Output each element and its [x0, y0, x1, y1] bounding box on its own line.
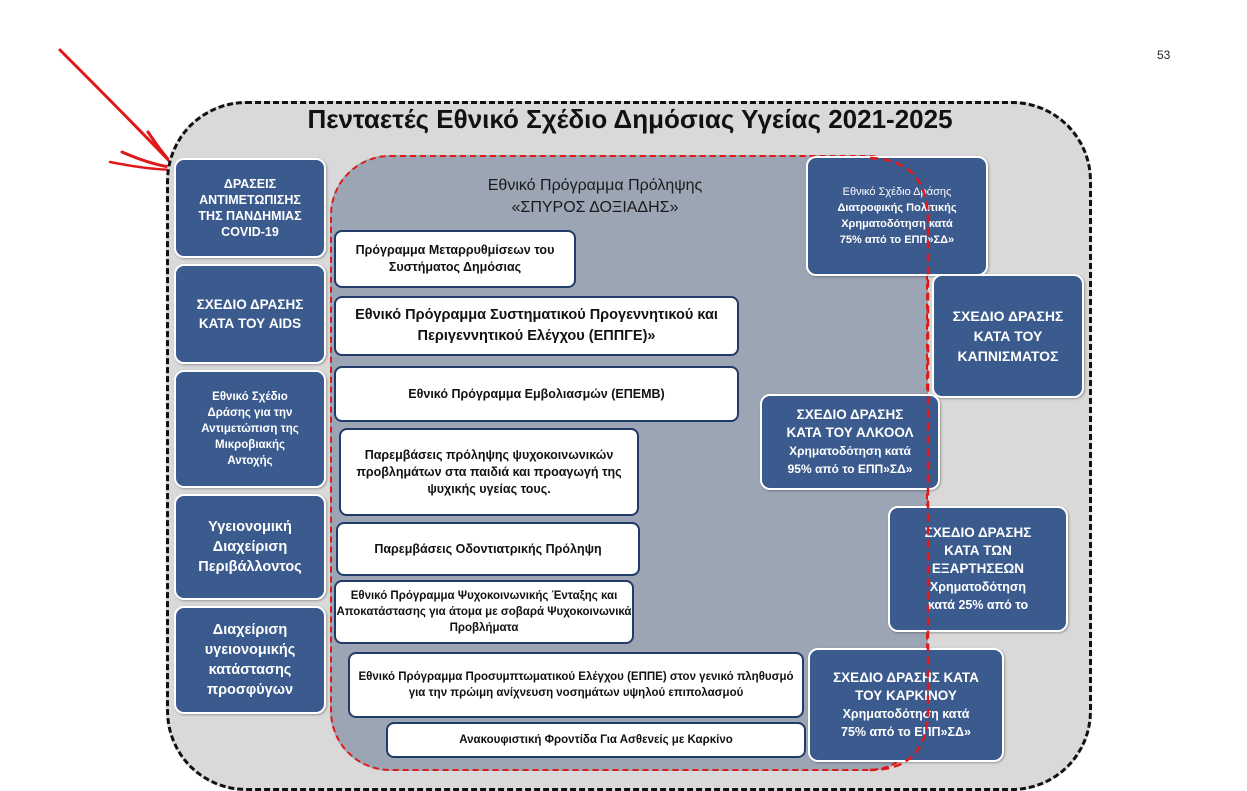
box-text-line: Χρηματοδότηση — [929, 580, 1027, 594]
page-number: 53 — [1157, 48, 1171, 62]
box-text-line: Μικροβιακής — [214, 439, 286, 451]
box-text-line: υγειονομικής — [204, 642, 296, 658]
box-text-line: ΚΑΤΑ ΤΩΝ — [944, 543, 1012, 558]
box-text-line: Ανακουφιστική Φροντίδα Για Ασθενείς με Καρκίνο — [459, 734, 733, 746]
box-text-line: Περιβάλλοντος — [198, 559, 302, 575]
box-text-line: Εθνικό Πρόγραμμα Ψυχοκοινωνικής — [350, 590, 549, 602]
box-text-line: Αντοχής — [227, 455, 273, 467]
box-text-line: παιδιά και προαγωγή της ψυχικής υγείας — [427, 464, 622, 496]
box-text-line: ΣΧΕΔΙΟ ΔΡΑΣΗΣ — [924, 525, 1032, 540]
box-text-line: Χρηματοδότηση κατά — [842, 707, 970, 721]
box-text-line: ΑΝΤΙΜΕΤΩΠΙΣΗΣ — [199, 193, 301, 207]
box-text-line: Δράσης για την — [207, 407, 293, 419]
box-text-line: Εθνικό Σχέδιο — [212, 391, 288, 403]
box-text-line: ΣΧΕΔΙΟ ΔΡΑΣΗΣ — [796, 407, 904, 422]
box-text-line: Διαχείριση — [212, 539, 288, 555]
box-text-line: 75% από το ΕΠΠ»ΣΔ» — [841, 725, 971, 739]
box-text-line: πληθυσμό για την πρώιμη ανίχνευση νοσημάτων υψηλού — [408, 671, 794, 699]
box-text-line: COVID-19 — [221, 225, 279, 239]
box-text-line: Αντιμετώπιση της — [201, 423, 299, 435]
box-text-line: Ένταξης και Αποκατάστασης για άτομα με — [336, 590, 618, 618]
box-text-line: ΚΑΤΑ ΤΟΥ — [973, 328, 1043, 344]
box-text-line: ΤΟΥ ΚΑΡΚΙΝΟΥ — [855, 688, 957, 703]
program-title-line: «ΣΠΥΡΟΣ ΔΟΞΙΑΔΗΣ» — [511, 199, 679, 216]
box-text-line: και Περιγεννητικού Ελέγχου (ΕΠΠΓΕ)» — [417, 307, 718, 344]
box-text-line: του Συστήματος Δημόσιας — [388, 243, 555, 274]
box-text-line: Χρηματοδότηση κατά — [841, 218, 953, 230]
box-text-line: ΣΧΕΔΙΟ ΔΡΑΣΗΣ ΚΑΤΑ — [833, 670, 979, 685]
program-title-line: Εθνικό Πρόγραμμα Πρόληψης — [487, 177, 703, 194]
diagram-title: Πενταετές Εθνικό Σχέδιο Δημόσιας Υγείας 2021-2025 — [307, 104, 953, 134]
box-text-line: ΣΧΕΔΙΟ ΔΡΑΣΗΣ — [952, 308, 1064, 324]
box-text-line: επιπολασμού — [668, 687, 744, 699]
box-text-line: Χρηματοδότηση κατά — [789, 444, 911, 458]
box-text-line: ΕΞΑΡΤΗΣΕΩΝ — [931, 561, 1025, 576]
box-text-line: ΤΗΣ ΠΑΝΔΗΜΙΑΣ — [198, 209, 302, 223]
box-text-line: 95% από το ΕΠΠ»ΣΔ» — [787, 462, 913, 476]
box-text-line: ΣΧΕΔΙΟ ΔΡΑΣΗΣ — [196, 297, 304, 312]
box-text-line: κατάστασης — [208, 662, 292, 678]
box-text-line: Εθνικό Πρόγραμμα Προσυμπτωματικού Ελέγχου (ΕΠΠΕ) στον γενικό — [358, 671, 734, 683]
box-text-line: 75% από το ΕΠΠ»ΣΔ» — [839, 234, 955, 246]
box-text-line: Εθνικό Πρόγραμμα Συστηματικού Προγεννητικού — [355, 307, 694, 323]
box-text-line: ΔΡΑΣΕΙΣ — [223, 177, 277, 191]
box-text-line: σοβαρά Ψυχοκοινωνικά Προβλήματα — [449, 606, 632, 634]
box-text-line: ΚΑΠΝΙΣΜΑΤΟΣ — [957, 348, 1059, 364]
box-text-line: Εθνικό Πρόγραμμα Εμβολιασμών (ΕΠΕΜΒ) — [408, 386, 665, 401]
box-text-line: Υγειονομική — [208, 519, 292, 535]
box-text-line: Διαχείριση — [212, 622, 288, 638]
box-text-line: κατά 25% από το — [927, 598, 1029, 612]
box-text-line: προσφύγων — [206, 682, 294, 698]
box-text-line: ΚΑΤΑ ΤΟΥ AIDS — [198, 316, 302, 331]
box-text-line: Πρόγραμμα Μεταρρυθμίσεων — [355, 243, 531, 257]
box-text-line: τους. — [520, 481, 551, 496]
box-text-line: ψυχοκοινωνικών προβλημάτων στα — [356, 447, 614, 479]
box-text-line: Παρεμβάσεις Οδοντιατρικής Πρόληψη — [374, 541, 602, 556]
box-text-line: Εθνικό Σχέδιο Δράσης — [842, 186, 952, 198]
box-text-line: Παρεμβάσεις πρόληψης — [364, 447, 510, 462]
box-text-line: Διατροφικής Πολιτικής — [837, 202, 957, 214]
box-text-line: ΚΑΤΑ ΤΟΥ ΑΛΚΟΟΛ — [786, 425, 914, 440]
